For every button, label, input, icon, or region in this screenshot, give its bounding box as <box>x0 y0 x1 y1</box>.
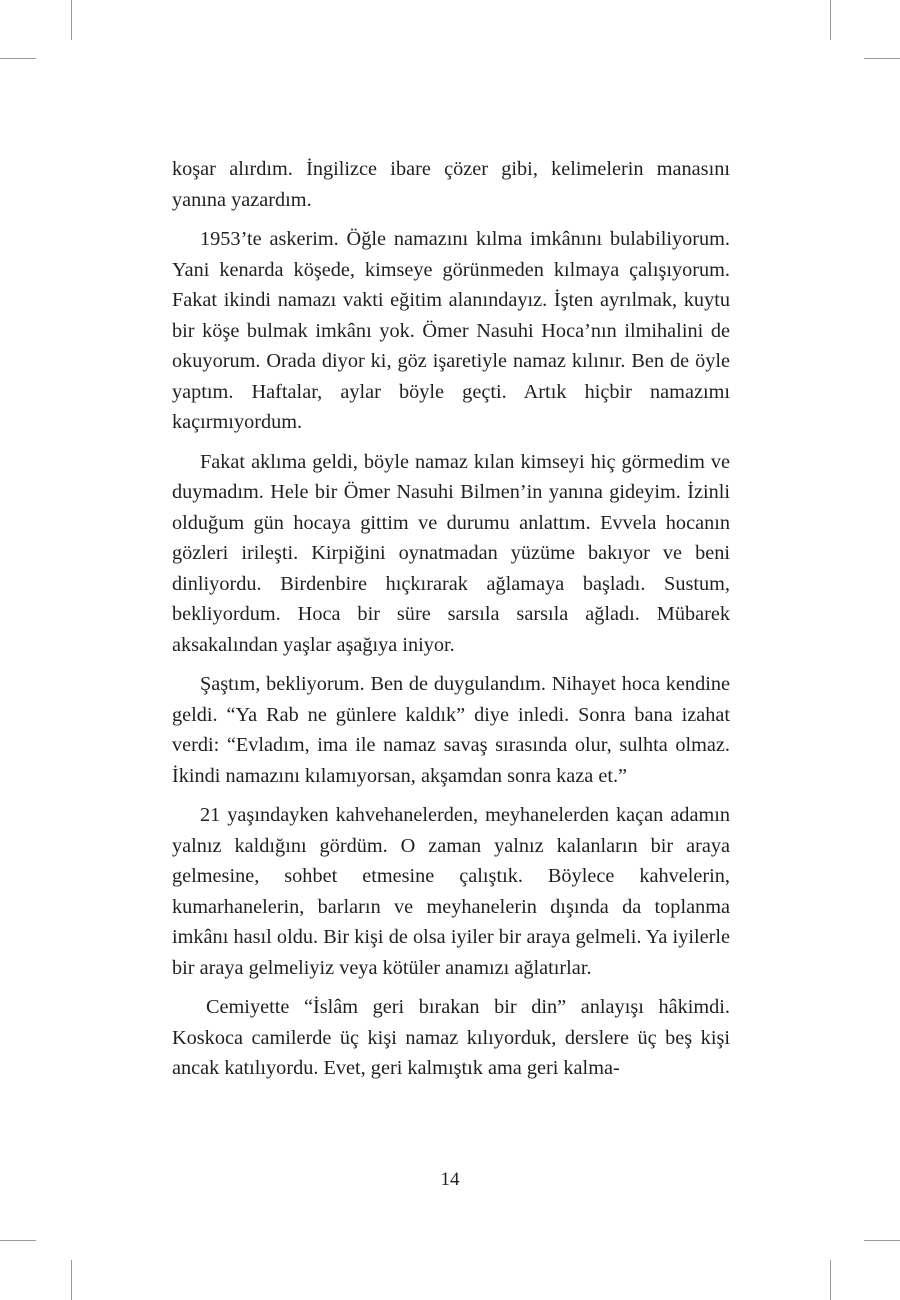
page-body-text <box>172 154 730 1093</box>
crop-mark-bottom-left <box>71 1260 72 1300</box>
crop-mark-top-left-horizontal <box>0 58 36 59</box>
paragraph-hoca-advice: Şaştım, bekliyorum. Ben de duygulandım. Nihayet hoca kendine geldi. “Ya Rab ne günlere kaldık” diye inledi. Sonra bana izahat verdi: “Evladım, ima ile namaz savaş sırasında olur, sulhta olmaz. İkindi namazını kılamıyorsan, akşamdan sonra kaza et.” <box>172 673 730 787</box>
crop-mark-bottom-right <box>830 1260 831 1300</box>
paragraph-gathering: 21 yaşındayken kahvehanelerden, meyhanelerden kaçan adamın yalnız kaldığını gördüm. O zaman yalnız kalanların bir araya gelmesine, sohbet etmesine çalıştık. Böylece kahvelerin, kumarhanelerin, barların ve meyhanelerin dışında da toplanma imkânı hasıl oldu. Bir kişi de olsa iyiler bir araya gelmeli. Ya iyilerle bir araya gelmeliyiz veya kötüler anamızı ağlatırlar. <box>172 804 730 979</box>
crop-mark-bottom-right-horizontal <box>864 1240 900 1241</box>
crop-mark-bottom-left-horizontal <box>0 1240 36 1241</box>
crop-mark-top-right-horizontal <box>864 58 900 59</box>
paragraph-military-service: 1953’te askerim. Öğle namazını kılma imkânını bulabiliyorum. Yani kenarda köşede, kimseye görünmeden kılmaya çalışıyorum. Fakat ikindi namazı vakti eğitim alanındayız. İşten ayrılmak, kuytu bir köşe bulmak imkânı yok. Ömer Nasuhi Hoca’nın ilmihalini de okuyorum. Orada diyor ki, göz işaretiyle namaz kılınır. Ben de öyle yaptım. Haftalar, aylar böyle geçti. Artık hiçbir namazımı kaçırmıyordum. <box>172 228 730 433</box>
paragraph-continued: koşar alırdım. İngilizce ibare çözer gibi, kelimelerin manasını yanına yazardım. <box>172 158 730 211</box>
crop-mark-top-left <box>71 0 72 40</box>
crop-mark-top-right <box>830 0 831 40</box>
page-number: 14 <box>440 1169 460 1190</box>
paragraph-society: Cemiyette “İslâm geri bırakan bir din” anlayışı hâkimdi. Koskoca camilerde üç kişi namaz kılıyorduk, derslere üç beş kişi ancak katılıyordu. Evet, geri kalmıştık ama geri kalma- <box>172 996 730 1079</box>
paragraph-visit-to-hoca: Fakat aklıma geldi, böyle namaz kılan kimseyi hiç görmedim ve duymadım. Hele bir Ömer Nasuhi Bilmen’in yanına gideyim. İzinli olduğum gün hocaya gittim ve durumu anlattım. Evvela hocanın gözleri irileşti. Kirpiğini oynatmadan yüzüme bakıyor ve beni dinliyordu. Birdenbire hıçkırarak ağlamaya başladı. Sustum, bekliyordum. Hoca bir süre sarsıla sarsıla ağladı. Mübarek aksakalından yaşlar aşağıya iniyor. <box>172 450 730 656</box>
